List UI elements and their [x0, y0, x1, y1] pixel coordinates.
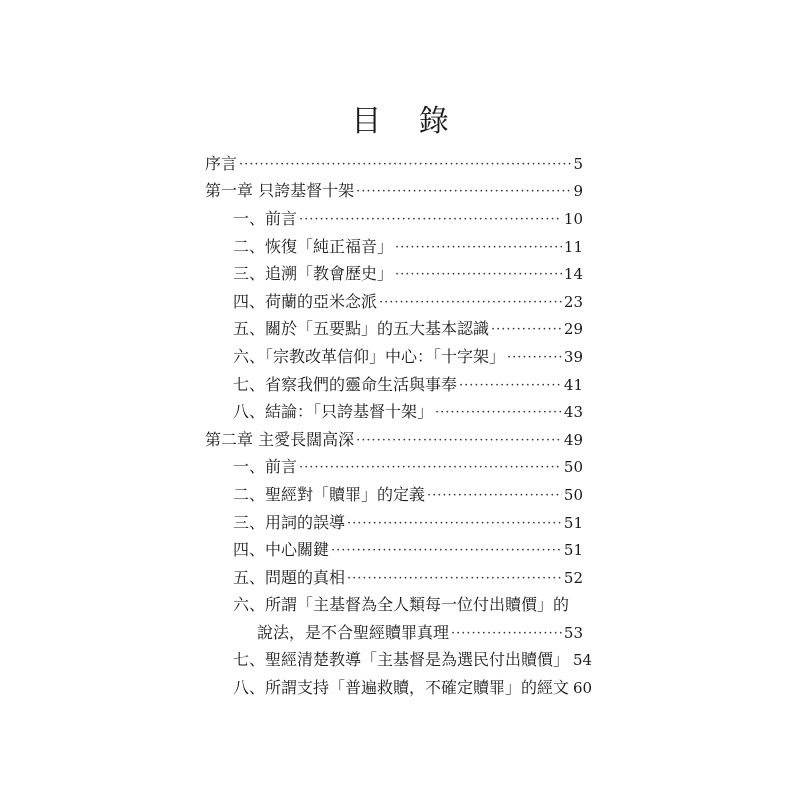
leader-dots [435, 403, 562, 423]
toc-entry [205, 205, 583, 233]
toc-entry-page: 14 [563, 265, 583, 284]
page-title: 目 錄 [351, 104, 463, 139]
toc-entry [205, 592, 583, 620]
toc-entry [205, 288, 583, 316]
leader-dots [356, 182, 571, 202]
leader-dots [347, 514, 562, 534]
toc-entry [205, 178, 583, 206]
toc-entry [205, 398, 583, 426]
leader-dots [299, 210, 562, 230]
toc-entry-page: 60 [573, 679, 593, 698]
toc-entry-page: 53 [563, 623, 583, 642]
toc-entry-page: 5 [573, 154, 583, 173]
toc-entry-page: 51 [563, 541, 583, 560]
toc-entry-label: 六、所謂「主基督為全人類每一位付出贖價」的 [233, 595, 570, 615]
toc-entry-page: 10 [563, 209, 583, 228]
toc-entry-label: 二、聖經對「贖罪」的定義 [233, 484, 426, 504]
leader-dots [239, 155, 571, 175]
toc-entry-label: 四、荷蘭的亞米念派 [233, 291, 378, 311]
toc-entry-label: 說法，是不合聖經贖罪真理 [257, 622, 450, 642]
toc-entry-label: 五、關於「五要點」的五大基本認識 [233, 319, 490, 339]
toc-entry [205, 343, 583, 371]
toc-entry-label: 三、追溯「教會歷史」 [233, 264, 394, 284]
toc-entry-label: 三、用詞的誤導 [233, 512, 346, 532]
toc-entry-page: 41 [563, 375, 583, 394]
toc-entry-page: 39 [563, 347, 583, 366]
toc-entry-label: 八、所謂支持「普遍救贖，不確定贖罪」的經文 [233, 678, 570, 698]
toc-entry-page: 49 [563, 430, 583, 449]
toc-entry-label: 一、前言 [233, 457, 298, 477]
toc-entry-label: 第一章 只誇基督十架 [205, 181, 355, 201]
toc-entry-page: 11 [563, 237, 583, 256]
leader-dots [395, 238, 562, 258]
toc-entry-page: 9 [573, 182, 583, 201]
toc-entry-page: 52 [563, 568, 583, 587]
leader-dots [331, 541, 562, 561]
toc-entry-page: 54 [573, 651, 593, 670]
toc-entry [205, 454, 583, 482]
toc-entry-label: 二、恢復「純正福音」 [233, 236, 394, 256]
toc-entry-label: 四、中心關鍵 [233, 540, 330, 560]
leader-dots [427, 486, 562, 506]
leader-dots [379, 293, 562, 313]
leader-dots [356, 431, 562, 451]
leader-dots [299, 458, 562, 478]
toc-entry-label: 七、聖經清楚教導「主基督是為選民付出贖價」 [233, 650, 570, 670]
toc-entry-label: 八、結論：「只誇基督十架」 [233, 402, 434, 422]
toc-entry [205, 536, 583, 564]
toc-entry [205, 233, 583, 261]
leader-dots [395, 265, 562, 285]
toc-entry [205, 509, 583, 537]
toc-entry [205, 150, 583, 178]
toc-entry [205, 481, 583, 509]
toc-entry-page: 43 [563, 403, 583, 422]
toc-entry-page: 29 [563, 320, 583, 339]
leader-dots [491, 320, 562, 340]
leader-dots [507, 348, 562, 368]
toc-entry-label: 第二章 主愛長闊高深 [205, 429, 355, 449]
toc-entry [205, 674, 593, 702]
leader-dots [347, 569, 562, 589]
table-of-contents [205, 150, 593, 702]
toc-entry [205, 371, 583, 399]
toc-entry-page: 23 [563, 292, 583, 311]
toc-entry [205, 426, 583, 454]
toc-entry-page: 50 [563, 458, 583, 477]
leader-dots [451, 624, 562, 644]
toc-entry-label: 五、問題的真相 [233, 567, 346, 587]
toc-entry [205, 647, 593, 675]
toc-entry [205, 564, 583, 592]
toc-entry-label: 一、前言 [233, 208, 298, 228]
leader-dots [459, 376, 562, 396]
toc-entry [205, 316, 583, 344]
toc-entry-page: 50 [563, 485, 583, 504]
toc-entry-label: 七、省察我們的靈命生活與事奉 [233, 374, 458, 394]
toc-entry [205, 619, 583, 647]
toc-entry-page: 51 [563, 513, 583, 532]
toc-entry [205, 260, 583, 288]
toc-entry-label: 序言 [205, 153, 238, 173]
toc-entry-label: 六、「宗教改革信仰」中心：「十字架」 [233, 346, 506, 366]
